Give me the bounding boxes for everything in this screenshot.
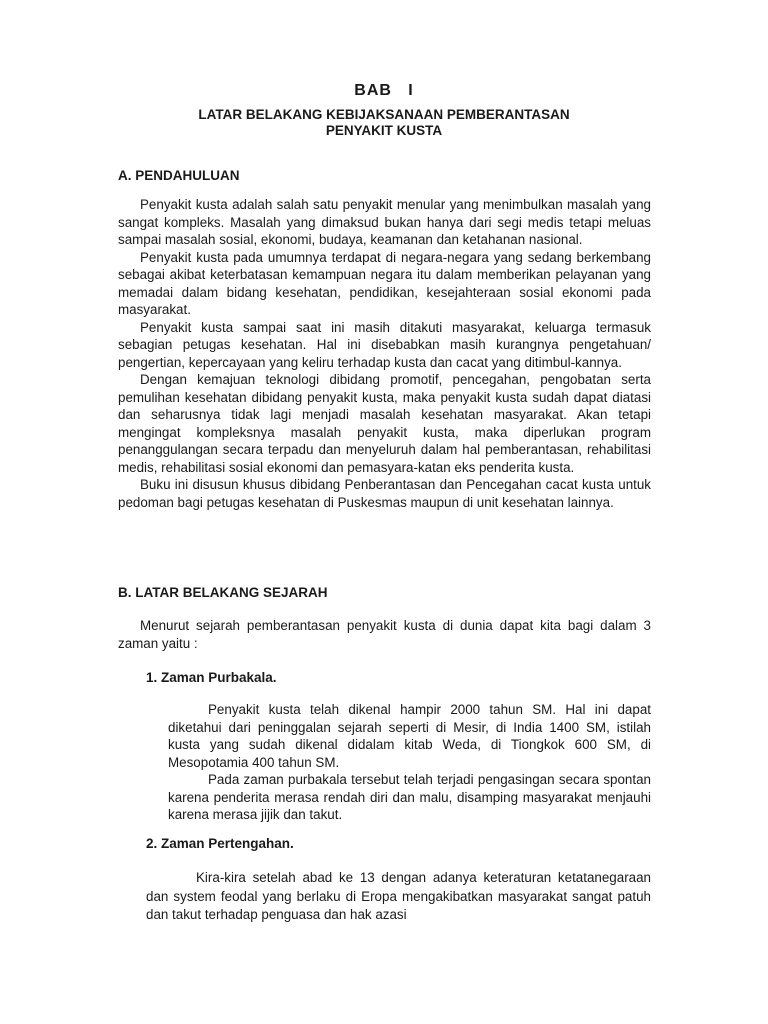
- subtitle-line-2: PENYAKIT KUSTA: [325, 123, 443, 138]
- paragraph: Penyakit kusta pada umumnya terdapat di negara-negara yang sedang berkembang sebagai akibat keterbatasan kemampuan negara itu dalam memberikan pelayanan yang memadai dalam bidang kesehatan, pendidikan, kesejahteraan sosial ekonomi pada masyarakat.: [118, 249, 651, 317]
- section-a-heading: A. PENDAHULUAN: [118, 168, 240, 183]
- paragraph: Dengan kemajuan teknologi dibidang promotif, pencegahan, pengobatan serta pemulihan kesehatan dibidang penyakit kusta, maka penyakit kusta sudah dapat diatasi dan seharusnya tidak lagi menjadi masalah kesehatan masyarakat. Akan tetapi mengingat kompleksnya masalah penyakit kusta, maka diperlukan program penanggulangan secara terpadu dan menyeluruh dalam hal pemberantasan, rehabilitasi medis, rehabilitasi sosial ekonomi dan pemasyara-katan eks penderita kusta.: [118, 372, 651, 475]
- sub-heading-2: 2. Zaman Pertengahan.: [146, 836, 294, 851]
- sub-body-2: [146, 869, 651, 925]
- section-a-body: [118, 196, 651, 511]
- paragraph: Penyakit kusta telah dikenal hampir 2000 tahun SM. Hal ini dapat diketahui dari peninggalan sejarah seperti di Mesir, di India 1400 SM, istilah kusta yang sudah dikenal didalam kitab Weda, di Tiongkok 600 SM, di Mesopotamia 400 tahun SM.: [168, 702, 651, 770]
- chapter-title: BAB I: [354, 82, 414, 99]
- sub-body-1: [168, 701, 651, 824]
- paragraph: Menurut sejarah pemberantasan penyakit kusta di dunia dapat kita bagi dalam 3 zaman yaitu :: [118, 618, 651, 651]
- paragraph: Kira-kira setelah abad ke 13 dengan adanya keteraturan ketatanegaraan dan system feodal yang berlaku di Eropa mengakibatkan masyarakat sangat patuh dan takut terhadap penguasa dan hak azasi: [146, 870, 651, 922]
- paragraph: Pada zaman purbakala tersebut telah terjadi pengasingan secara spontan karena penderita merasa rendah diri dan malu, disamping masyarakat menjauhi karena merasa jijik dan takut.: [168, 772, 651, 822]
- paragraph: Penyakit kusta adalah salah satu penyakit menular yang menimbulkan masalah yang sangat kompleks. Masalah yang dimaksud bukan hanya dari segi medis tetapi meluas sampai masalah sosial, ekonomi, budaya, keamanan dan ketahanan nasional.: [118, 197, 651, 247]
- section-b-intro: [118, 617, 651, 652]
- paragraph: Penyakit kusta sampai saat ini masih ditakuti masyarakat, keluarga termasuk sebagian petugas kesehatan. Hal ini disebabkan masih kurangnya pengetahuan/ pengertian, kepercayaan yang keliru terhadap kusta dan cacat yang ditimbul-kannya.: [118, 319, 651, 370]
- sub-heading-1: 1. Zaman Purbakala.: [146, 670, 277, 685]
- chapter-subtitle: [150, 107, 618, 139]
- subtitle-line-1: LATAR BELAKANG KEBIJAKSANAAN PEMBERANTASAN: [198, 107, 570, 122]
- section-b-heading: B. LATAR BELAKANG SEJARAH: [118, 585, 328, 600]
- paragraph: Buku ini disusun khusus dibidang Penberantasan dan Pencegahan cacat kusta untuk pedoman bagi petugas kesehatan di Puskesmas maupun di unit kesehatan lainnya.: [118, 477, 651, 510]
